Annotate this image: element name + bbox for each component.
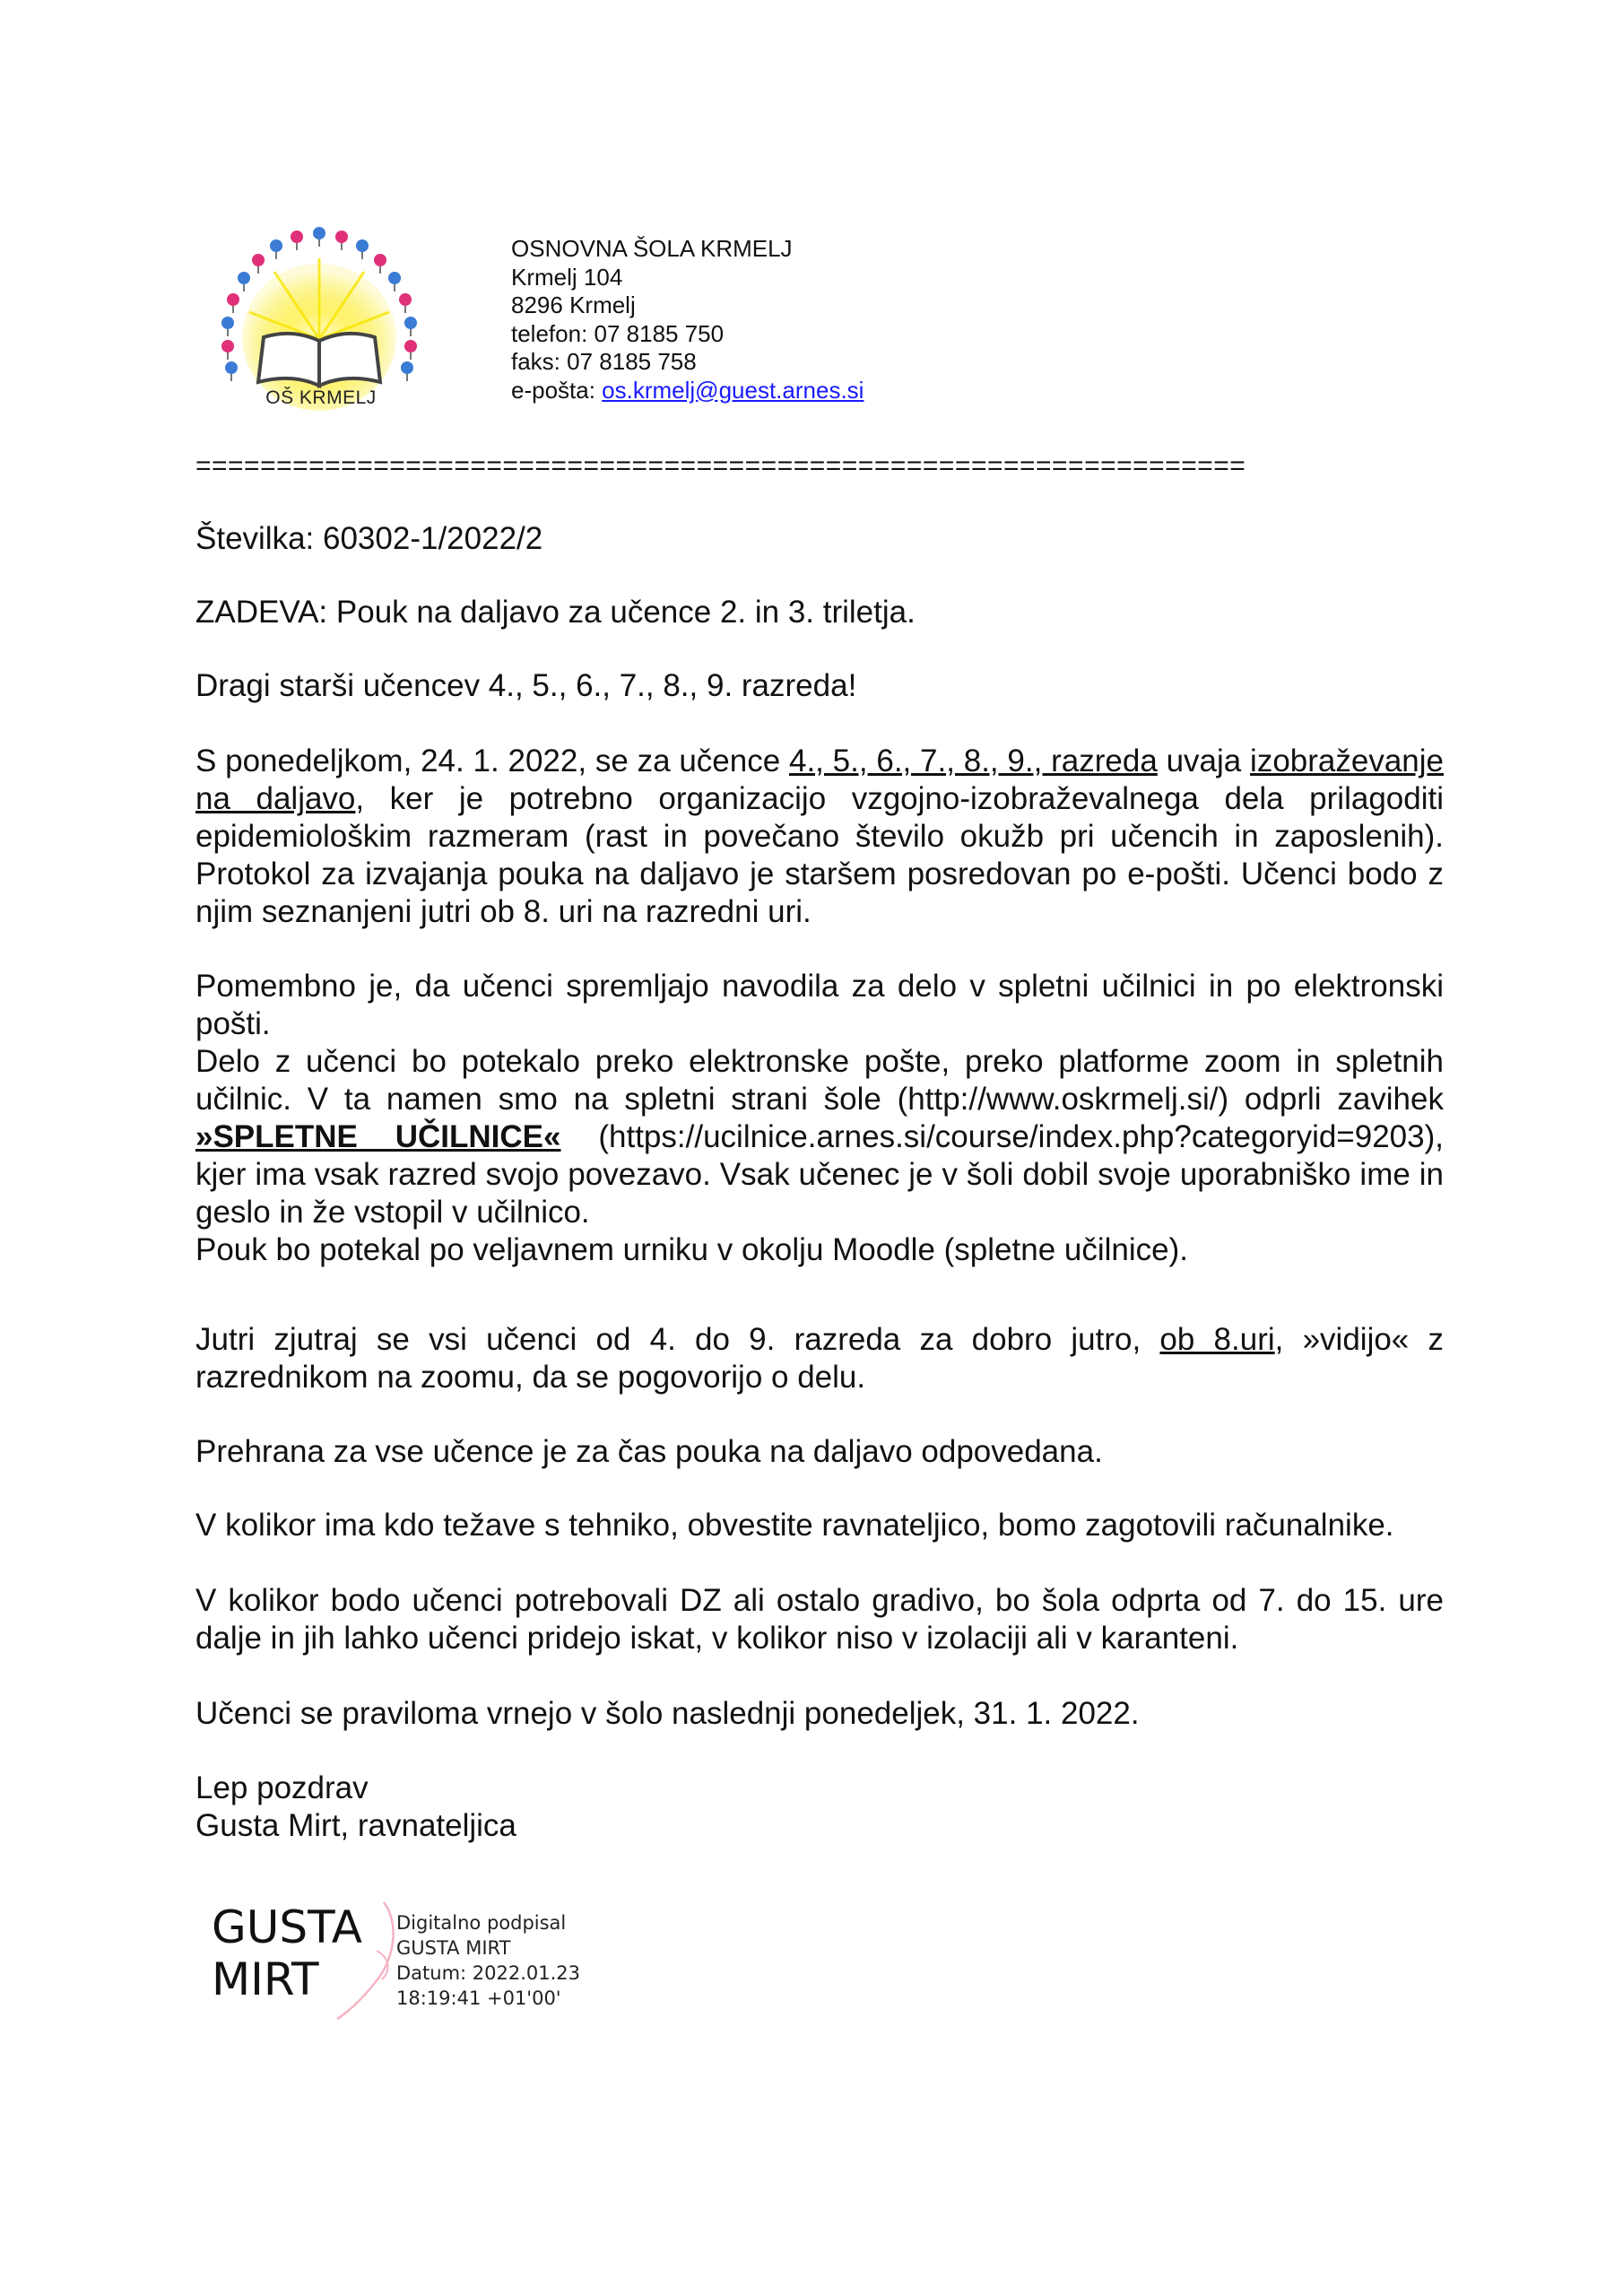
school-fax: faks: 07 8185 758 — [511, 348, 697, 375]
paragraph-morning-zoom — [195, 1321, 1444, 1396]
paragraph-text: uvaja — [1157, 744, 1251, 778]
subject-line: ZADEVA: Pouk na daljavo za učence 2. in 3. triletja. — [195, 595, 916, 630]
grades-underlined: 4., 5., 6., 7., 8., 9., razreda — [788, 744, 1158, 778]
paragraph-text: , »vidijo« z razrednikom na zoomu, da se pogovorijo o delu. — [195, 1322, 1444, 1395]
paragraph-meals: Prehrana za vse učence je za čas pouka na daljavo odpovedana. — [195, 1434, 1103, 1469]
logo-caption: OŠ KRMELJ — [265, 387, 377, 408]
school-email-line — [511, 377, 864, 405]
school-name: OSNOVNA ŠOLA KRMELJ — [511, 235, 793, 262]
time-underlined: ob 8.uri — [1159, 1322, 1275, 1357]
signature-detail-date: Datum: 2022.01.23 — [396, 1962, 581, 1984]
closing-block — [195, 1770, 516, 1845]
paragraph-text: , ker je potrebno organizacijo vzgojno-izobraževalnega dela prilagoditi epidemiološkim razmeram (rast in povečano število okužb pri učencih in zaposlenih). Protokol za izvajanja pouka na daljavo je staršem posredovan po e-pošti. Učenci bodo z njim seznanjeni jutri ob 8. uri na razredni uri. — [195, 781, 1444, 929]
closing-greeting: Lep pozdrav — [195, 1770, 369, 1805]
paragraph-text: (https://ucilnice.arnes.si/course/index.php?categoryid=9203), kjer ima vsak razred svojo povezavo. Vsak učenec je v šoli dobil svoje uporabniško ime in geslo in že vstopil v učilnico. — [195, 1119, 1444, 1230]
paragraph-line: Pomembno je, da učenci spremljajo navodila za delo v spletni učilnici in po elektronski pošti. — [195, 969, 1444, 1041]
paragraph-return-date: Učenci se praviloma vrnejo v šolo naslednji ponedeljek, 31. 1. 2022. — [195, 1696, 1140, 1731]
email-link[interactable]: os.krmelj@guest.arnes.si — [602, 376, 864, 404]
email-label: e-pošta: — [511, 376, 603, 404]
paragraph-text: Delo z učenci bo potekalo preko elektronske pošte, preko platforme zoom in spletnih učilnic. V ta namen smo na spletni strani šole (http://www.oskrmelj.si/) odprli zavihek — [195, 1044, 1444, 1117]
paragraph-school-materials: V kolikor bodo učenci potrebovali DZ ali ostalo gradivo, bo šola odprta od 7. do 15. ure dalje in jih lahko učenci pridejo iskat, v kolikor niso v izolaciji ali v karanteni. — [195, 1583, 1444, 1656]
paragraph-text: Jutri zjutraj se vsi učenci od 4. do 9. razreda za dobro jutro, — [195, 1322, 1160, 1357]
school-phone: telefon: 07 8185 750 — [511, 319, 725, 347]
remote-education-underlined: izobraževanje na daljavo — [195, 744, 1445, 816]
school-contact-block — [511, 235, 864, 404]
paragraph-line — [195, 1043, 1444, 1231]
signature-detail-signed: Digitalno podpisal — [396, 1912, 567, 1934]
paragraph-text: S ponedeljkom, 24. 1. 2022, se za učence — [195, 744, 789, 778]
signature-detail-name: GUSTA MIRT — [396, 1937, 511, 1959]
reference-number: Številka: 60302-1/2022/2 — [195, 521, 543, 556]
greeting: Dragi starši učencev 4., 5., 6., 7., 8., 9. razreda! — [195, 668, 857, 703]
paragraph-remote-learning — [195, 743, 1444, 931]
school-address: Krmelj 104 — [511, 263, 623, 291]
paragraph-technical-issues: V kolikor ima kdo težave s tehniko, obvestite ravnateljico, bomo zagotovili računalnike. — [195, 1508, 1394, 1543]
signature-detail-time: 18:19:41 +01'00' — [396, 1987, 561, 2009]
paragraph-online-classrooms — [195, 968, 1444, 1269]
header-separator: ================================================================= — [195, 451, 1246, 481]
signature-name-first: GUSTA — [212, 1901, 362, 1953]
school-postal: 8296 Krmelj — [511, 291, 636, 318]
online-classrooms-tab-name: »SPLETNE UČILNICE« — [195, 1119, 561, 1154]
signature-name-last: MIRT — [212, 1953, 319, 2005]
signature-details — [396, 1910, 580, 2011]
closing-signatory: Gusta Mirt, ravnateljica — [195, 1808, 516, 1843]
paragraph-line: Pouk bo potekal po veljavnem urniku v okolju Moodle (spletne učilnice). — [195, 1232, 1188, 1267]
